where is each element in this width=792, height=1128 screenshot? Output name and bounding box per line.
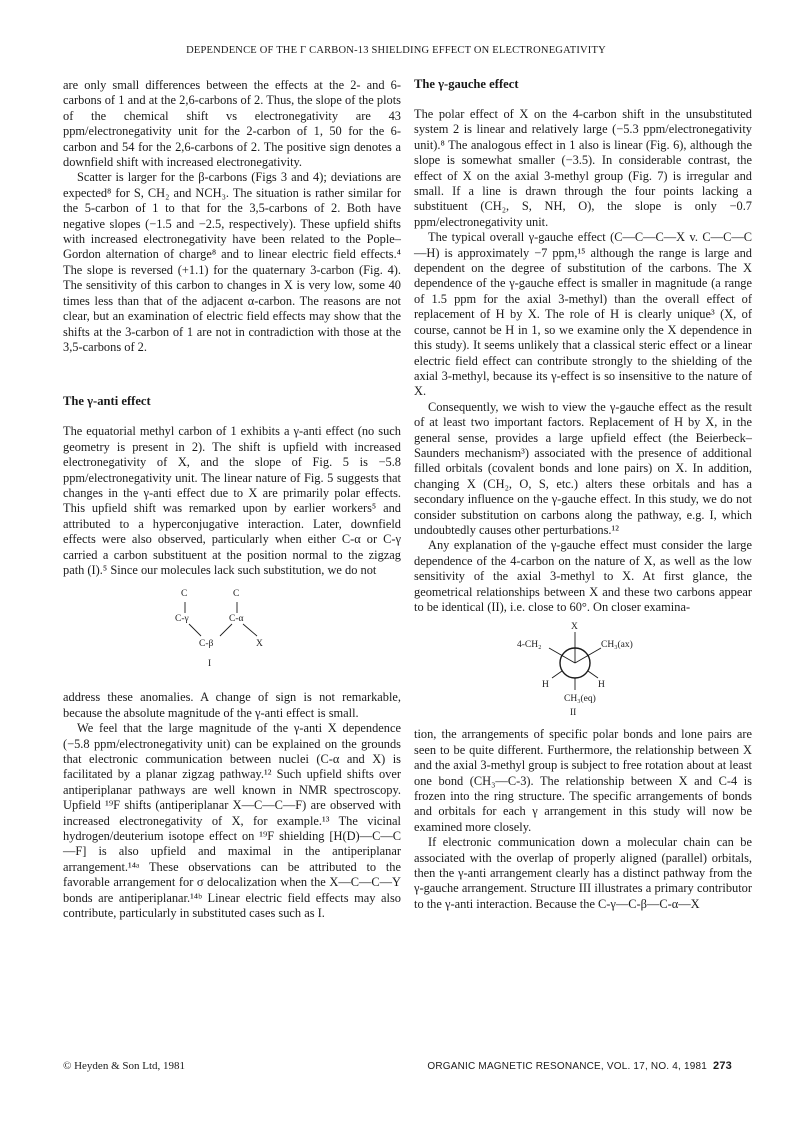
paragraph: We feel that the large magnitude of the γ-anti X dependence (−5.8 ppm/electronegativity unit) can be explained on the grounds that electronic communication between nuclei (C-α and X) is facilitated by a planar zigzag pathway.¹² Such upfield shifts over antiperiplanar pathways are well known in NMR spectroscopy. Upfield ¹⁹F shifts (antiperiplanar X—C—C—F) are observed with increased electronegativity of X, for example.¹³ The vicinal hydrogen/deuterium isotope effect on ¹⁹F shielding [H(D)—C—C—F] is also upfield and maximal in the antiperiplanar arrangement.¹⁴ᵃ These observations can be attributed to the favorable arrangement for σ delocalization when the X—C—C—Y bonds are antiperiplanar.¹⁴ᵇ Linear electric field effects may also contribute, particularly in substituted cases such as I. bbox=[63, 721, 401, 921]
structure-II-newman-figure bbox=[414, 615, 752, 727]
structure-I-c-top-right: C bbox=[233, 589, 240, 600]
structure-II-label: II bbox=[570, 708, 577, 719]
paragraph: Consequently, we wish to view the γ-gauche effect as the result of at least two important factors. Replacement of H by X, in the general sense, provides a large upfield effect (the Beierbeck–Saunders mechanism³) associated with the presence of additional filled orbitals (covalent bonds and lone pairs) on X. In addition, changing X (CH₂, O, S, etc.) alters these orbitals and has a secondary influence on the γ-gauche effect. In this study, we do not consider substitution on carbons along the pathway, e.g. I, which undoubtedly causes other perturbations.¹² bbox=[414, 399, 752, 537]
paragraph: tion, the arrangements of specific polar bonds and lone pairs are seen to be quite different. Furthermore, the relationship between X and the axial 3-methyl group is subject to free rotation about at least one bond (CH₃—C-3). The relationship between X and C-4 is frozen into the ring structure. The specific arrangements of bonds and orbitals for each γ arrangement in this study will now be examined more closely. bbox=[414, 727, 752, 834]
footer-journal bbox=[427, 1060, 732, 1072]
section-heading-anti: The γ-anti effect bbox=[63, 394, 151, 409]
paragraph: Scatter is larger for the β-carbons (Figs 3 and 4); deviations are expected⁸ for S, CH₂ and NCH₃. The situation is rather similar for the 5-carbon of 1 to that for the 3,5-carbons of 2. Both have negative slopes (−1.5 and −2.5, respectively). These upfield shifts with increased electronegativity have been related to the Pople–Gordon alternation of charge⁸ and to linear electric field effects.⁴ The slope is reversed (+1.1) for the quaternary 3-carbon (Fig. 4). The sensitivity of this carbon to changes in X is very low, some 40 times less than that of the adjacent α-carbon. The reasons are not clear, but an examination of electric field effects may show that the shifts at the 3-carbon of 1 are not in contradiction with those at the 3,5-carbons of 2. bbox=[63, 170, 401, 354]
right-column bbox=[414, 76, 752, 912]
page-number: 273 bbox=[713, 1060, 732, 1072]
structure-II-ch3-ax: CH₃(ax) bbox=[601, 640, 633, 651]
structure-II-h-left: H bbox=[542, 680, 549, 691]
structure-II-c4: 4-CH₂ bbox=[517, 640, 542, 651]
structure-II-h-right: H bbox=[598, 680, 605, 691]
left-column bbox=[63, 78, 401, 921]
paragraph: address these anomalies. A change of sign is not remarkable, because the absolute magnitude of the γ-anti effect is small. bbox=[63, 690, 401, 720]
paragraph: The equatorial methyl carbon of 1 exhibits a γ-anti effect (no such geometry is present in 2). The shift is upfield with increased electronegativity of X, and the slope of Fig. 5 is −5.8 ppm/electronegativity unit. The linear nature of Fig. 5 suggests that changes in the γ-anti effect due to X are primarily polar effects. This upfield shift was remarked upon by earlier workers⁵ and attributed to a hyperconjugative interaction. Later, downfield effects were also observed, particularly when either C-α or C-γ carried a carbon substituent at the position normal to the zigzag path (I).⁵ Since our molecules lack such substitution, we do not bbox=[63, 424, 401, 577]
structure-I-label: I bbox=[208, 659, 212, 670]
paragraph: Any explanation of the γ-gauche effect must consider the large dependence of the 4-carbon on the nature of X, as well as the low sensitivity of the axial 3-methyl to X. At first glance, the geometrical relationships between X and these two carbons appear to be identical (II), i.e. close to 60°. On closer examina- bbox=[414, 538, 752, 614]
structure-I-c-top-left: C bbox=[181, 589, 188, 600]
paragraph: are only small differences between the effects at the 2- and 6-carbons of 1 and at the 2,6-carbons of 2. Thus, the slope of the plots of the chemical shift vs electronegativity are 43 ppm/electronegativity unit for the 2-carbon of 1, 50 for the 6-carbon and 54 for the 2,6-carbons of 2. The positive sign denotes a downfield shift with increased electronegativity. bbox=[63, 78, 401, 170]
running-head: DEPENDENCE OF THE Γ CARBON-13 SHIELDING EFFECT ON ELECTRONEGATIVITY bbox=[186, 45, 606, 56]
paragraph: If electronic communication down a molecular chain can be associated with the overlap of properly aligned (parallel) orbitals, then the γ-anti arrangement clearly has a distinct pathway from the γ-gauche arrangement. Structure III illustrates a primary contributor to the γ-anti interaction. Because the C-γ—C-β—C-α—X bbox=[414, 835, 752, 911]
paragraph: The polar effect of X on the 4-carbon shift in the unsubstituted system 2 is linear and relatively large (−5.3 ppm/electronegativity unit).⁸ The analogous effect in 1 also is linear (Fig. 6), although the slope is somewhat smaller (−3.5). In considerable contrast, the effect of X on the axial 3-methyl group (Fig. 7) is irregular and small. If a line is drawn through the four points lacking a substituent (CH₂, S, NH, O), the slope is only −0.7 ppm/electronegativity unit. bbox=[414, 107, 752, 229]
structure-I-c-beta: C-β bbox=[199, 639, 214, 650]
structure-I-x: X bbox=[256, 639, 263, 650]
footer-journal-title: ORGANIC MAGNETIC RESONANCE, VOL. 17, NO. 4, 1981 bbox=[427, 1061, 708, 1072]
paragraph: The typical overall γ-gauche effect (C—C—C—X v. C—C—C—H) is approximately −7 ppm,¹⁵ although the range is large and dependent on the degree of substitution of the carbons. The X dependence of the γ-gauche effect is smaller in magnitude (a range of 1.5 ppm for the axial 3-methyl) than the overall effect of replacement of H by X. The role of H is clearly unique³ (X, of course, cannot be H in 1, so we examine only the X dependence in this study). It seems unlikely that a classical steric effect or a linear electric field effect can contribute strongly to the shielding of the axial 3-methyl, because its γ-effect is so insensitive to the nature of X. bbox=[414, 230, 752, 399]
structure-II-ch3-eq: CH₃(eq) bbox=[564, 694, 596, 705]
structure-I-c-alpha: C-α bbox=[229, 614, 244, 625]
structure-I-c-gamma: C-γ bbox=[175, 614, 189, 625]
structure-I-figure bbox=[63, 578, 401, 690]
structure-II-x: X bbox=[571, 622, 578, 633]
footer-copyright: © Heyden & Son Ltd, 1981 bbox=[63, 1060, 186, 1072]
section-heading-gauche: The γ-gauche effect bbox=[414, 77, 519, 91]
